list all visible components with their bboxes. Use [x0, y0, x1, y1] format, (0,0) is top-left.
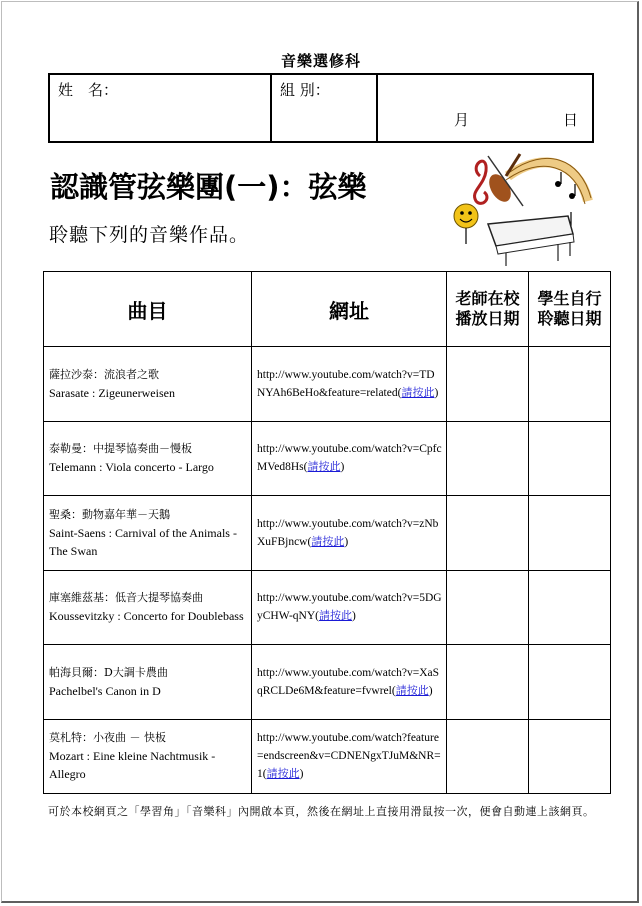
student-date-cell[interactable] — [529, 645, 611, 720]
work-title-en: Saint-Saens : Carnival of the Animals - The Swan — [49, 525, 237, 558]
date-field[interactable] — [377, 74, 593, 142]
month-label: 月 — [454, 111, 470, 129]
url-cell: http://www.youtube.com/watch?feature=endscreen&v=CDNENgxTJuM&NR=1(請按此) — [252, 719, 447, 794]
click-here-link[interactable]: 請按此 — [395, 683, 429, 697]
url-cell: http://www.youtube.com/watch?v=zNbXuFBjncw(請按此) — [252, 496, 447, 571]
click-here-link[interactable]: 請按此 — [311, 534, 345, 548]
table-row — [44, 645, 611, 720]
table-row — [44, 347, 611, 422]
group-field[interactable] — [271, 74, 377, 142]
work-title-zh: 庫塞維茲基：低音大提琴協奏曲 — [49, 591, 203, 605]
student-date-cell[interactable] — [529, 570, 611, 645]
day-label: 日 — [562, 111, 578, 129]
work-title-en: Pachelbel's Canon in D — [49, 683, 161, 698]
student-info-table — [48, 73, 594, 143]
work-title-zh: 薩拉沙泰：流浪者之歌 — [49, 367, 159, 381]
work-cell — [44, 719, 252, 794]
work-title-zh: 泰勒曼：中提琴協奏曲－慢板 — [49, 442, 192, 456]
work-title-zh: 帕海貝爾：D大調卡農曲 — [49, 665, 168, 679]
teacher-date-cell[interactable] — [447, 496, 529, 571]
student-date-cell[interactable] — [529, 719, 611, 794]
subject-heading: 音樂選修科 — [280, 52, 361, 70]
student-date-cell[interactable] — [529, 347, 611, 422]
header-teacher-date: 老師在校播放日期 — [447, 272, 529, 347]
teacher-date-cell[interactable] — [447, 347, 529, 422]
footer-note: 可於本校網頁之「學習角」「音樂科」內開啟本頁，然後在網址上直接用滑鼠按一次，便會自動連上該網頁。 — [48, 805, 595, 818]
url-cell: http://www.youtube.com/watch?v=XaSqRCLDe6M&feature=fvwrel(請按此) — [252, 645, 447, 720]
header-url: 網址 — [252, 272, 447, 347]
work-cell — [44, 347, 252, 422]
student-date-cell[interactable] — [529, 496, 611, 571]
work-title-en: Sarasate : Zigeunerweisen — [49, 385, 175, 400]
click-here-link[interactable]: 請按此 — [266, 767, 300, 781]
url-text[interactable]: http://www.youtube.com/watch?v=CpfcMVed8Hs — [257, 443, 442, 474]
table-row — [44, 496, 611, 571]
click-here-link[interactable]: 請按此 — [318, 609, 352, 623]
work-title-en: Koussevitzky : Concerto for Doublebass — [49, 609, 244, 624]
url-cell: http://www.youtube.com/watch?v=CpfcMVed8Hs(請按此) — [252, 421, 447, 496]
header-student-date: 學生自行聆聽日期 — [529, 272, 611, 347]
work-title-en: Mozart : Eine kleine Nachtmusik - Allegro — [49, 749, 216, 782]
worksheet-title: 認識管弦樂團(一)：弦樂 — [50, 170, 367, 204]
works-table — [43, 271, 611, 794]
url-cell: http://www.youtube.com/watch?v=TDNYAh6BeHo&feature=related(請按此) — [252, 347, 447, 422]
url-text[interactable]: http://www.youtube.com/watch?v=zNbXuFBjncw — [257, 517, 439, 548]
work-cell — [44, 645, 252, 720]
name-label: 姓 名： — [58, 81, 119, 99]
click-here-link[interactable]: 請按此 — [307, 460, 341, 474]
group-label: 組 別： — [280, 81, 330, 99]
work-cell — [44, 570, 252, 645]
work-title-zh: 莫札特：小夜曲 － 快板 — [49, 731, 166, 745]
teacher-date-cell[interactable] — [447, 719, 529, 794]
header-work: 曲目 — [44, 272, 252, 347]
student-date-cell[interactable] — [529, 421, 611, 496]
click-here-link[interactable]: 請按此 — [401, 385, 435, 399]
instruction-text: 聆聽下列的音樂作品。 — [49, 224, 250, 246]
url-text[interactable]: http://www.youtube.com/watch?v=XaSqRCLDe6M&feature=fvwrel — [257, 666, 440, 697]
table-row — [44, 421, 611, 496]
teacher-date-cell[interactable] — [447, 645, 529, 720]
url-text[interactable]: http://www.youtube.com/watch?feature=endscreen&v=CDNENgxTJuM&NR=1 — [257, 732, 441, 781]
work-title-en: Telemann : Viola concerto - Largo — [49, 460, 214, 475]
url-text[interactable]: http://www.youtube.com/watch?v=TDNYAh6BeHo&feature=related — [257, 368, 435, 399]
name-field[interactable] — [49, 74, 271, 142]
table-row — [44, 570, 611, 645]
teacher-date-cell[interactable] — [447, 570, 529, 645]
music-instruments-clipart — [448, 146, 598, 268]
url-cell: http://www.youtube.com/watch?v=5DGyCHW-qNY(請按此) — [252, 570, 447, 645]
work-title-zh: 聖桑：動物嘉年華－天鵝 — [49, 507, 170, 521]
work-cell — [44, 421, 252, 496]
table-row — [44, 719, 611, 794]
work-cell — [44, 496, 252, 571]
url-text[interactable]: http://www.youtube.com/watch?v=5DGyCHW-qNY — [257, 592, 442, 623]
teacher-date-cell[interactable] — [447, 421, 529, 496]
